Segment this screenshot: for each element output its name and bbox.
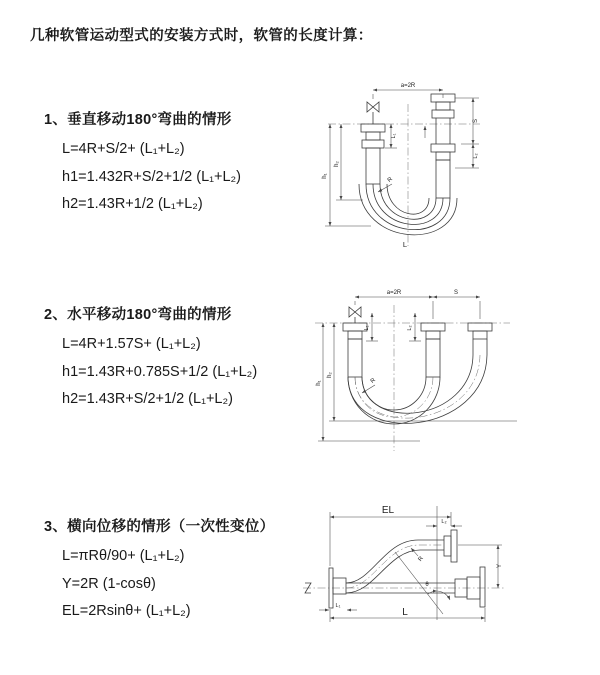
section-1-heading: 1、垂直移动180°弯曲的情形 [44,112,232,128]
dimension-l2 [426,519,462,526]
formula-h2: h2=1.43R+S/2+1/2 (L₁+L₂) [62,391,233,407]
center-hose-end [421,323,445,377]
dimension-l1 [385,124,397,148]
label-theta: θ [425,582,429,588]
label-s: S [453,290,459,296]
centerlines [328,104,480,246]
label-l2: L₂ [473,153,479,159]
section-lateral-displacement [44,517,274,626]
radius-callout [395,548,443,614]
formula-el: EL=2Rsinθ+ (L₁+L₂) [62,603,191,619]
hose-u-moved [348,355,487,423]
left-hose-end [361,124,385,184]
angle-theta [425,582,450,600]
dimension-l2 [473,144,479,168]
label-l2: L₂ [407,325,413,331]
section-3-heading: 3、横向位移的情形（一次性变位） [44,519,275,535]
dimension-a2r [373,83,443,99]
formula-h2: h2=1.43R+1/2 (L₁+L₂) [62,196,203,212]
label-r: R [417,555,425,563]
diagram-lateral-displacement [300,502,510,627]
label-r: R [386,176,394,184]
dimension-a2r [355,290,480,319]
dimension-h2 [327,323,517,421]
label-s: S [473,118,479,124]
formula-h1: h1=1.43R+0.785S+1/2 (L₁+L₂) [62,363,258,380]
valve-icon [349,307,361,323]
right-hose-end [468,323,492,355]
formula-y: Y=2R (1-cosθ) [62,575,156,592]
label-y: Y [497,563,503,569]
dimension-el [330,505,451,566]
valve-icon [367,102,379,124]
dimension-s [433,290,480,297]
label-r: R [369,377,377,385]
diagram-horizontal-180-bend [310,283,550,463]
right-hose-end [425,94,455,198]
label-a2r: a=2R [386,290,402,296]
page-title: 几种软管运动型式的安装方式时，软管的长度计算： [30,28,373,44]
formula-length: L=4R+S/2+ (L₁+L₂) [62,141,185,157]
diagram-vertical-180-bend [315,76,540,248]
hose-displaced-position [346,530,457,593]
dimension-l2 [407,313,421,341]
dimension-l1 [364,313,378,341]
label-l: L [402,240,408,248]
section-vertical-movement [44,110,241,219]
label-h2: h₂ [327,372,333,378]
label-l: L [402,607,408,618]
dimension-l [330,607,485,622]
label-l1: L₁ [364,325,370,331]
label-l2: L₂ [441,519,447,525]
dimension-y [458,545,503,588]
section-horizontal-movement [44,305,257,414]
formula-length: L=4R+1.57S+ (L₁+L₂) [62,336,201,352]
label-h2: h₂ [334,161,340,167]
dimension-l1 [319,603,357,610]
formula-h1: h1=1.432R+S/2+1/2 (L₁+L₂) [62,168,242,185]
label-el: EL [381,505,395,516]
dimension-h2 [334,124,363,200]
dimension-h1 [322,124,371,226]
formula-length: L=πRθ/90+ (L₁+L₂) [62,548,185,564]
label-l1: L₁ [391,133,397,139]
label-h1: h₁ [322,173,328,179]
label-a2r: a=2R [400,83,416,89]
section-2-heading: 2、水平移动180°弯曲的情形 [44,307,232,323]
label-h1: h₁ [316,380,322,386]
label-l1: L₁ [335,603,341,609]
